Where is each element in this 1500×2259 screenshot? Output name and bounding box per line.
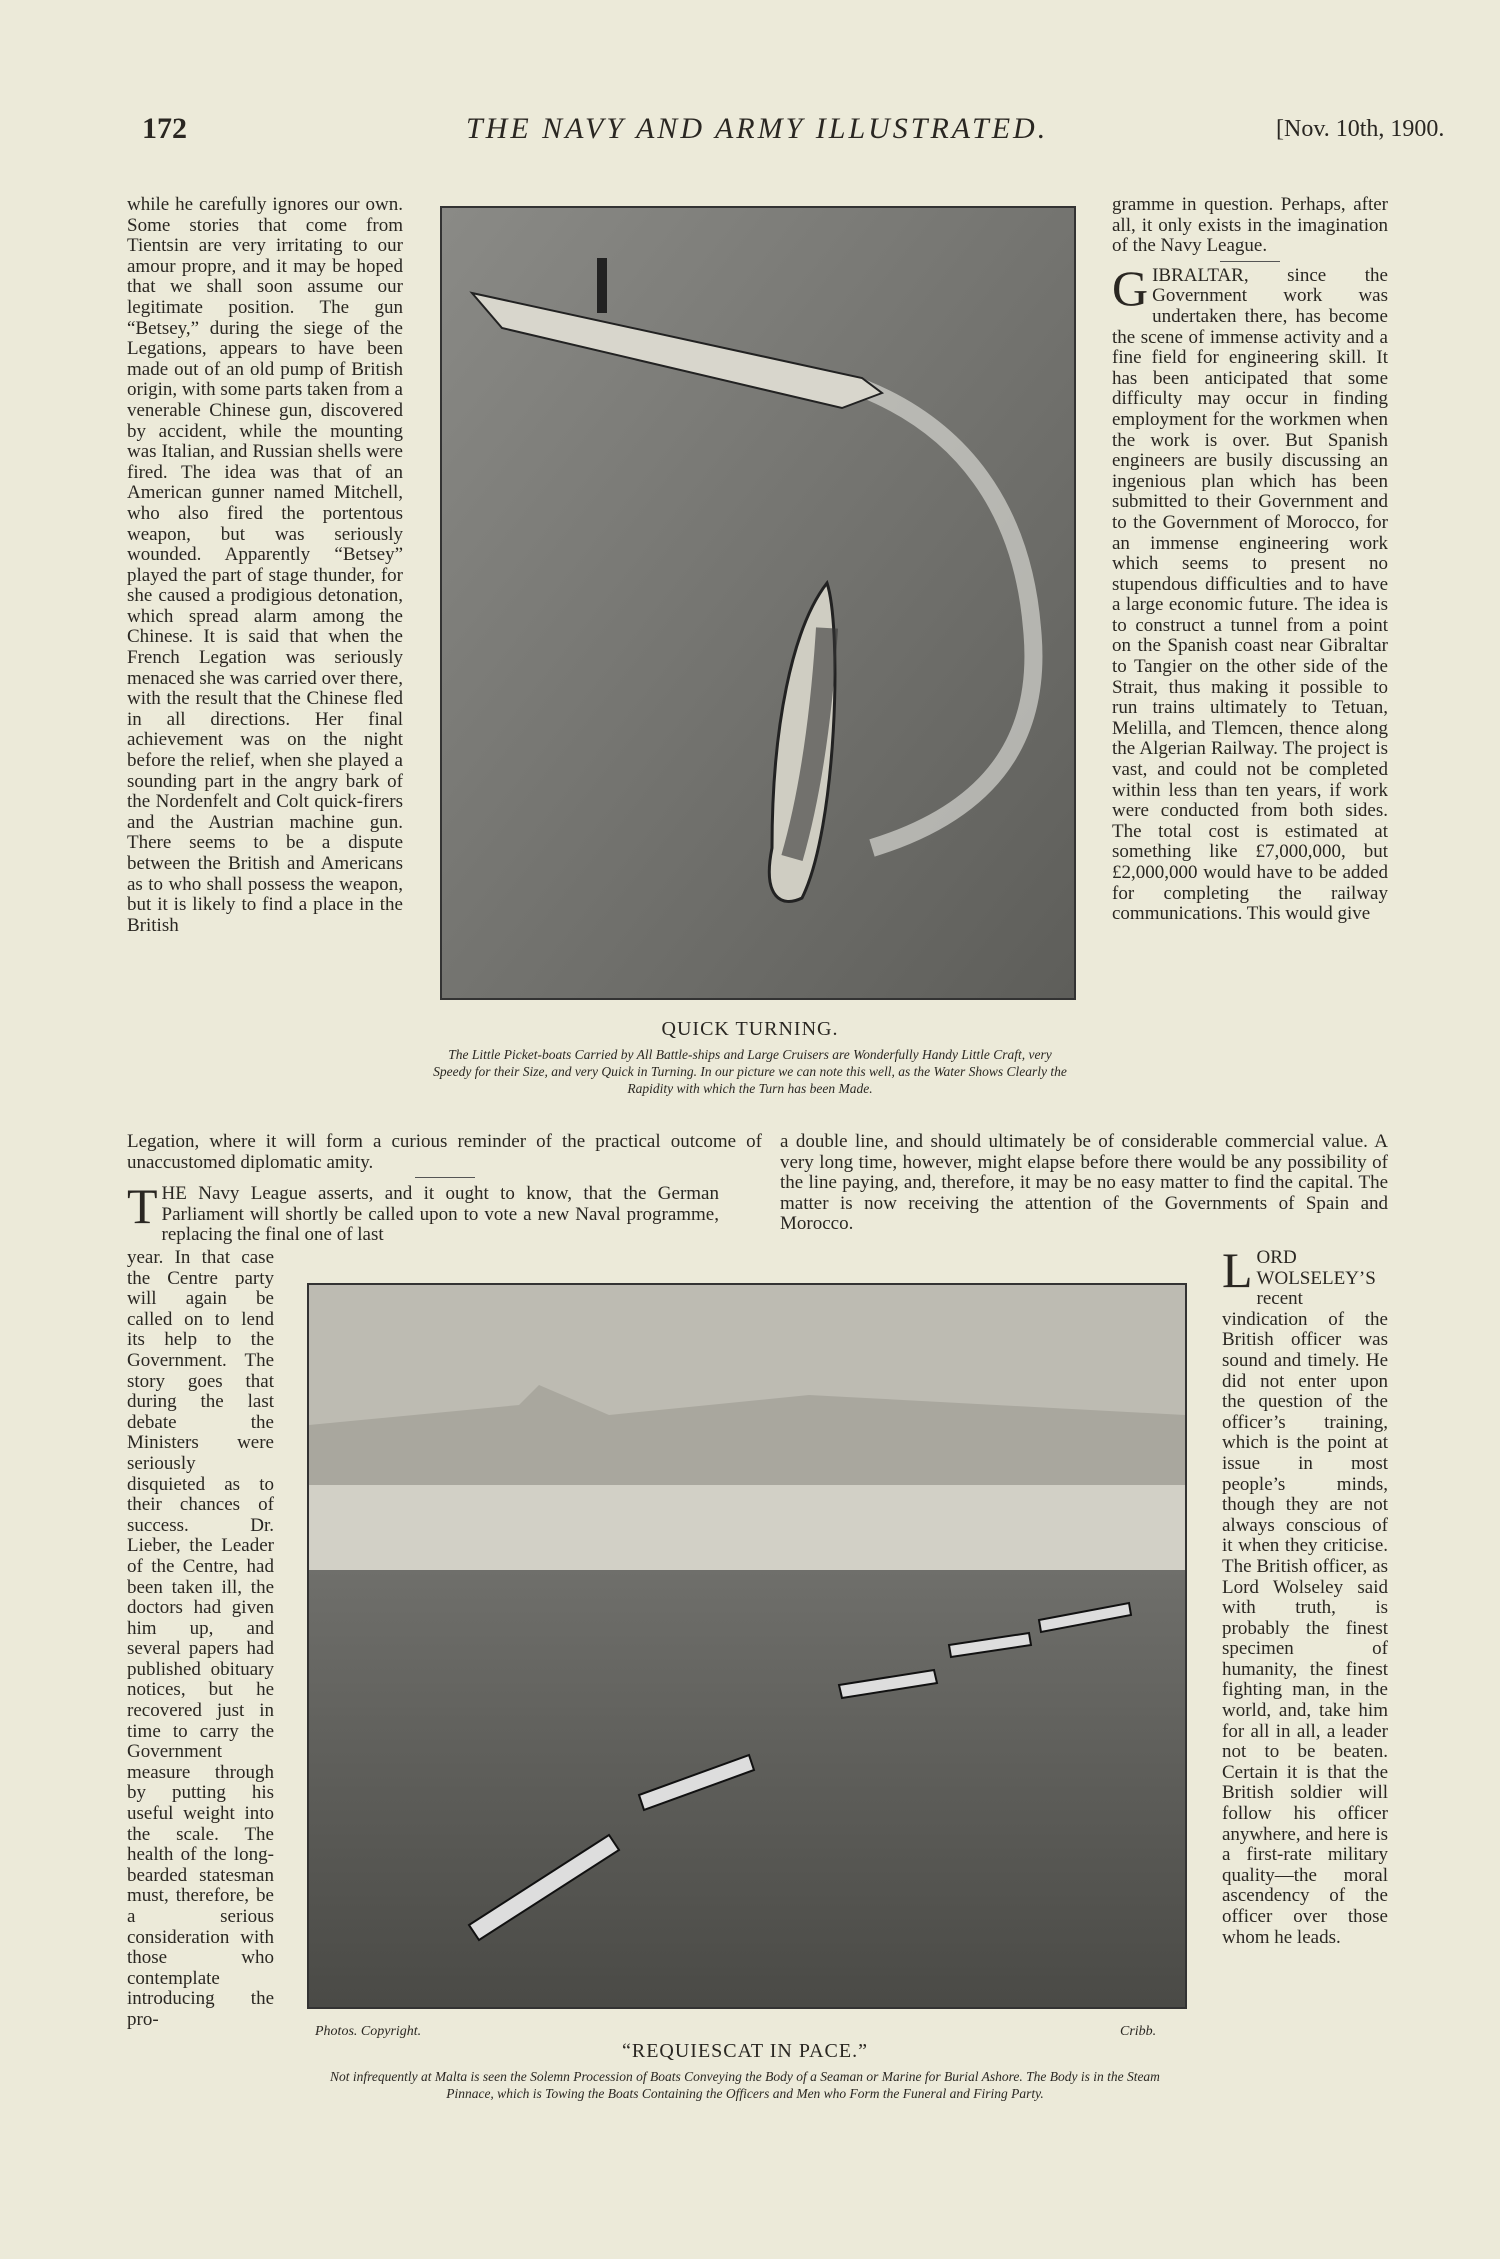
- photo2-title: “REQUIESCAT IN PACE.”: [621, 2040, 868, 2062]
- article-wolseley: [1222, 1242, 1388, 1948]
- issue-date: [Nov. 10th, 1900.: [1276, 116, 1445, 142]
- paragraph: Legation, where it will form a curious reminder of the practical outcome of unaccustomed diplomatic amity.: [127, 1131, 762, 1173]
- article-betsey: [127, 195, 403, 936]
- paragraph: LORD WOLSELEY’S recent vindication of the British officer was sound and timely. He did not enter upon the question of the officer’s training, which is the point at issue in most people’s minds, though they are not always conscious of it when they criticise. The British officer, as Lord Wolseley said with truth, is probably the finest specimen of humanity, the finest fighting man, in the world, and, take him for all in all, a leader not to be beaten. Certain it is that the British soldier will follow his officer anywhere, and here is a first-rate military quality—the moral ascendency of the officer over those whom he leads.: [1222, 1242, 1388, 1948]
- paragraph: a double line, and should ultimately be of considerable commercial value. A very long time, however, might elapse before there would be any possibility of the line paying, and, therefore, it may be no easy matter to find the capital. The matter is now receiving the attention of the Governments of Spain and Morocco.: [780, 1131, 1388, 1235]
- article-gibraltar-end: [780, 1132, 1388, 1235]
- drop-cap: T: [127, 1178, 158, 1234]
- drop-cap: G: [1112, 259, 1149, 316]
- photo1-caption: The Little Picket-boats Carried by All Battle-ships and Large Cruisers are Wonderfully Handy Little Craft, very Speedy for their Size, and very Quick in Turning. In our picture we can note this well, as the Water Shows Clearly the Rapidity with which the Turn has been Made.: [433, 1047, 1067, 1096]
- paragraph: year. In that case the Centre party will again be called on to lend its help to the Government. The story goes that during the last debate the Ministers were seriously disquieted as to their chances of success. Dr. Lieber, the Leader of the Centre, had been taken ill, the doctors had given him up, and several papers had published obituary notices, but he recovered just in time to carry the Government measure through by putting his useful weight into the scale. The health of the long-bearded statesman must, therefore, be a serious consideration with those who contemplate introducing the pro-: [127, 1247, 274, 2030]
- article-navy-league-cont: [127, 1248, 274, 2031]
- page-number: 172: [142, 112, 187, 145]
- paragraph: while he carefully ignores our own. Some stories that come from Tientsin are very irritating to our amour propre, and it may be hoped that we shall soon assume our legitimate position. The gun “Betsey,” during the siege of the Legations, appears to have been made out of an old pump of British origin, with some parts taken from a venerable Chinese gun, discovered by accident, while the mounting was Italian, and Russian shells were fired. The idea was that of an American gunner named Mitchell, who also fired the portentous weapon, but was seriously wounded. Apparently “Betsey” played the part of stage thunder, for she caused a prodigious detonation, which spread alarm among the Chinese. It is said that when the French Legation was seriously menaced she was carried over there, with the result that the Chinese fled in all directions. Her final achievement was on the night before the relief, when she played a sounding part in the angry bark of the Nordenfelt and Colt quick-firers and the Austrian machine gun. There seems to be a dispute between the British and Americans as to who shall possess the weapon, but it is likely to find a place in the British: [127, 194, 403, 936]
- drop-cap: L: [1222, 1242, 1253, 1298]
- divider: [415, 1177, 475, 1178]
- paragraph: gramme in question. Perhaps, after all, it only exists in the imagination of the Navy League.: [1112, 194, 1388, 257]
- photo-requiescat: [307, 1283, 1187, 2009]
- photo2-caption: Not infrequently at Malta is seen the Solemn Procession of Boats Conveying the Body of a Seaman or Marine for Burial Ashore. The Body is in the Steam Pinnace, which is Towing the Boats Containing the Officers and Men who Form the Funeral and Firing Party.: [330, 2069, 1160, 2101]
- publication-title: THE NAVY AND ARMY ILLUSTRATED.: [466, 112, 1049, 145]
- photo-credit-left: Photos. Copyright.: [315, 2024, 422, 2039]
- photo-credit-right: Cribb.: [1120, 2024, 1157, 2039]
- divider: [1220, 261, 1280, 262]
- photo1-title: QUICK TURNING.: [661, 1018, 839, 1040]
- article-navy-league: THE Navy League asserts, and it ought to know, that the German Parliament will shortly be called upon to vote a new Naval programme, replacing the final one of last: [127, 1178, 719, 1246]
- article-gibraltar: [1112, 195, 1388, 925]
- paragraph: GIBRALTAR, since the Government work was undertaken there, has become the scene of immense activity and a fine field for engineering skill. It has been anticipated that some difficulty may occur in finding employment for the workmen when the work is over. But Spanish engineers are busily discussing an ingenious plan which has been submitted to their Government and to the Government of Morocco, for an immense engineering work which seems to present no stupendous difficulties and to have a large economic future. The idea is to construct a tunnel from a point on the Spanish coast near Gibraltar to Tangier on the other side of the Strait, thus making it possible to run trains ultimately to Tetuan, Melilla, and Tlemcen, thence along the Algerian Railway. The project is vast, and could not be completed within less than ten years, if work were conducted from both sides. The total cost is estimated at something like £7,000,000, but £2,000,000 would have to be added for completing the railway communications. This would give: [1112, 259, 1388, 925]
- article-betsey-end: [127, 1132, 762, 1182]
- photo-quick-turning: [440, 206, 1076, 1000]
